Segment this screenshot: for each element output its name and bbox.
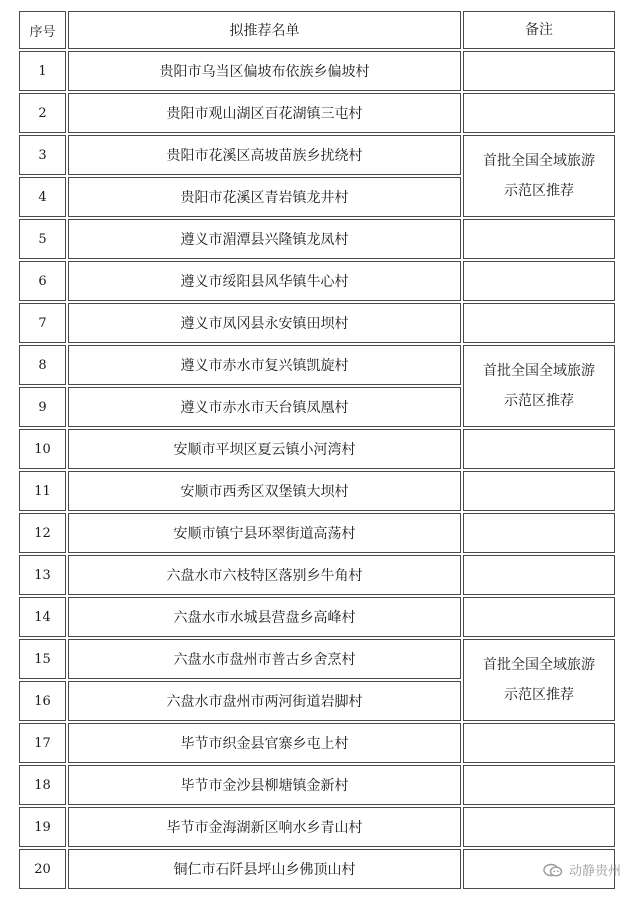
header-index: 序号 xyxy=(19,11,66,49)
row-index: 11 xyxy=(19,471,66,511)
row-index: 4 xyxy=(19,177,66,217)
table-row xyxy=(19,471,615,511)
row-name: 毕节市织金县官寨乡屯上村 xyxy=(68,723,461,763)
row-name: 遵义市赤水市复兴镇凯旋村 xyxy=(68,345,461,385)
row-note-empty xyxy=(463,471,615,511)
row-index: 1 xyxy=(19,51,66,91)
table-row xyxy=(19,513,615,553)
row-name: 遵义市赤水市天台镇凤凰村 xyxy=(68,387,461,427)
row-note-empty xyxy=(463,765,615,805)
table-row xyxy=(19,555,615,595)
row-note-empty xyxy=(463,597,615,637)
row-name: 遵义市湄潭县兴隆镇龙凤村 xyxy=(68,219,461,259)
row-name: 铜仁市石阡县坪山乡佛顶山村 xyxy=(68,849,461,889)
watermark xyxy=(542,860,621,879)
row-note-empty xyxy=(463,219,615,259)
row-index: 19 xyxy=(19,807,66,847)
note-line-2: 示范区推荐 xyxy=(504,393,574,409)
watermark-text: 动静贵州 xyxy=(568,864,621,879)
row-index: 9 xyxy=(19,387,66,427)
recommendation-table xyxy=(17,9,617,891)
row-note-empty xyxy=(463,93,615,133)
table-row xyxy=(19,723,615,763)
table-row xyxy=(19,219,615,259)
row-name: 安顺市镇宁县环翠街道高荡村 xyxy=(68,513,461,553)
table-row xyxy=(19,261,615,301)
row-index: 13 xyxy=(19,555,66,595)
table-row xyxy=(19,849,615,889)
row-name: 毕节市金沙县柳塘镇金新村 xyxy=(68,765,461,805)
row-name: 遵义市凤冈县永安镇田坝村 xyxy=(68,303,461,343)
table-row xyxy=(19,597,615,637)
row-name: 六盘水市盘州市普古乡舍烹村 xyxy=(68,639,461,679)
row-name: 贵阳市花溪区青岩镇龙井村 xyxy=(68,177,461,217)
row-index: 3 xyxy=(19,135,66,175)
table-row xyxy=(19,639,615,679)
row-index: 6 xyxy=(19,261,66,301)
row-name: 安顺市西秀区双堡镇大坝村 xyxy=(68,471,461,511)
table-row xyxy=(19,303,615,343)
row-index: 10 xyxy=(19,429,66,469)
table-row xyxy=(19,345,615,385)
header-note: 备注 xyxy=(463,11,615,49)
table-row xyxy=(19,135,615,175)
row-note-empty xyxy=(463,51,615,91)
row-index: 7 xyxy=(19,303,66,343)
row-note-empty xyxy=(463,555,615,595)
wechat-official-account-icon xyxy=(542,862,564,878)
row-note-empty xyxy=(463,261,615,301)
row-index: 5 xyxy=(19,219,66,259)
row-name: 毕节市金海湖新区响水乡青山村 xyxy=(68,807,461,847)
table-header-row xyxy=(19,11,615,49)
row-index: 15 xyxy=(19,639,66,679)
row-name: 安顺市平坝区夏云镇小河湾村 xyxy=(68,429,461,469)
table-row xyxy=(19,807,615,847)
row-index: 8 xyxy=(19,345,66,385)
row-name: 六盘水市盘州市两河街道岩脚村 xyxy=(68,681,461,721)
note-line-1: 首批全国全域旅游 xyxy=(483,657,595,673)
table-row xyxy=(19,765,615,805)
note-line-2: 示范区推荐 xyxy=(504,687,574,703)
row-note-empty xyxy=(463,429,615,469)
note-line-1: 首批全国全域旅游 xyxy=(483,363,595,379)
row-index: 12 xyxy=(19,513,66,553)
header-name: 拟推荐名单 xyxy=(68,11,461,49)
row-index: 20 xyxy=(19,849,66,889)
row-name: 贵阳市花溪区高坡苗族乡扰绕村 xyxy=(68,135,461,175)
row-index: 2 xyxy=(19,93,66,133)
row-note-empty xyxy=(463,723,615,763)
row-note-merged xyxy=(463,135,615,217)
row-note-empty xyxy=(463,303,615,343)
row-name: 贵阳市乌当区偏坡布依族乡偏坡村 xyxy=(68,51,461,91)
table-row xyxy=(19,429,615,469)
note-line-2: 示范区推荐 xyxy=(504,183,574,199)
row-name: 遵义市绥阳县风华镇牛心村 xyxy=(68,261,461,301)
row-index: 18 xyxy=(19,765,66,805)
row-note-empty xyxy=(463,807,615,847)
row-name: 六盘水市水城县营盘乡高峰村 xyxy=(68,597,461,637)
table-row xyxy=(19,51,615,91)
row-note-merged xyxy=(463,639,615,721)
row-index: 17 xyxy=(19,723,66,763)
row-index: 16 xyxy=(19,681,66,721)
row-name: 贵阳市观山湖区百花湖镇三屯村 xyxy=(68,93,461,133)
row-note-merged xyxy=(463,345,615,427)
note-line-1: 首批全国全域旅游 xyxy=(483,153,595,169)
row-index: 14 xyxy=(19,597,66,637)
table-row xyxy=(19,93,615,133)
row-name: 六盘水市六枝特区落别乡牛角村 xyxy=(68,555,461,595)
row-note-empty xyxy=(463,513,615,553)
